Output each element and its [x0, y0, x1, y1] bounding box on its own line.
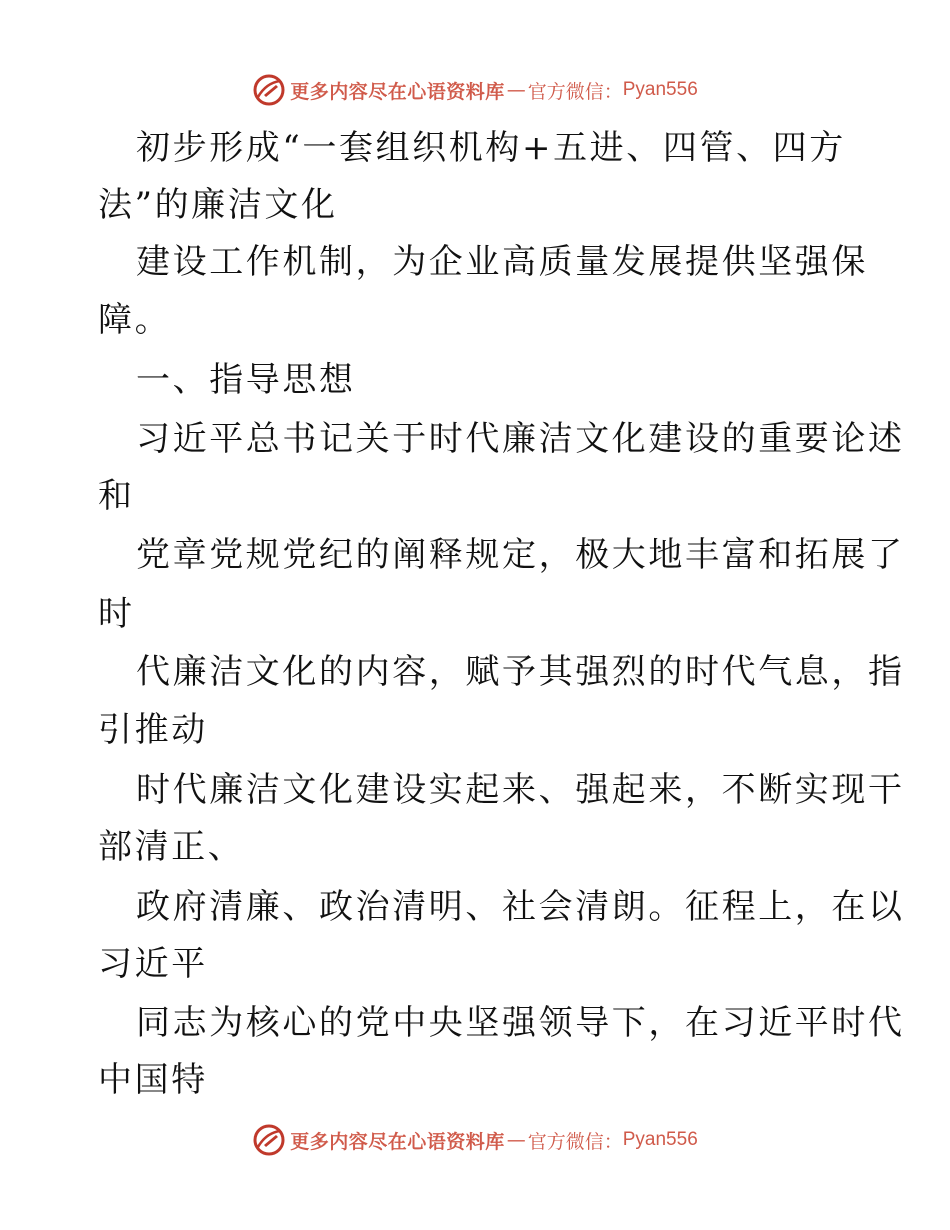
- watermark-wechat-label: 官方微信：: [527, 80, 623, 103]
- text-line: 中国特: [98, 1060, 208, 1100]
- pen-swirl-logo-icon: [252, 1123, 286, 1157]
- watermark-dash: —: [506, 79, 526, 101]
- watermark-wechat-id: Pyan556: [622, 1129, 698, 1150]
- watermark-text: 更多内容尽在心语资料库: [290, 1130, 505, 1153]
- text-line: 代廉洁文化的内容，赋予其强烈的时代气息，指: [136, 652, 905, 692]
- watermark-dash: —: [506, 1129, 526, 1151]
- text-line: 法”的廉洁文化: [98, 185, 338, 225]
- text-line: 党章党规党纪的阐释规定，极大地丰富和拓展了: [136, 535, 905, 575]
- text-line: 初步形成“一套组织机构+五进、四管、四方: [136, 128, 846, 168]
- watermark-wechat-id: Pyan556: [622, 79, 698, 100]
- text-line: 习近平总书记关于时代廉洁文化建设的重要论述: [136, 419, 905, 459]
- watermark-wechat-label: 官方微信：: [527, 1130, 623, 1153]
- text-line: 和: [98, 476, 135, 516]
- text-line: 政府清廉、政治清明、社会清朗。征程上，在以: [136, 887, 905, 927]
- text-line: 习近平: [98, 944, 208, 984]
- text-line: 部清正、: [98, 827, 245, 867]
- footer-watermark: [0, 1120, 950, 1160]
- pen-swirl-logo-icon: [252, 73, 286, 107]
- watermark-text: 更多内容尽在心语资料库: [290, 80, 505, 103]
- text-line: 同志为核心的党中央坚强领导下，在习近平时代: [136, 1003, 905, 1043]
- text-line: 建设工作机制，为企业高质量发展提供坚强保: [136, 242, 868, 282]
- text-line: 引推动: [98, 710, 208, 750]
- text-line: 障。: [98, 300, 172, 340]
- text-line: 时: [98, 594, 135, 634]
- section-heading: 一、指导思想: [136, 360, 356, 400]
- header-watermark: [0, 70, 950, 110]
- text-line: 时代廉洁文化建设实起来、强起来，不断实现干: [136, 770, 905, 810]
